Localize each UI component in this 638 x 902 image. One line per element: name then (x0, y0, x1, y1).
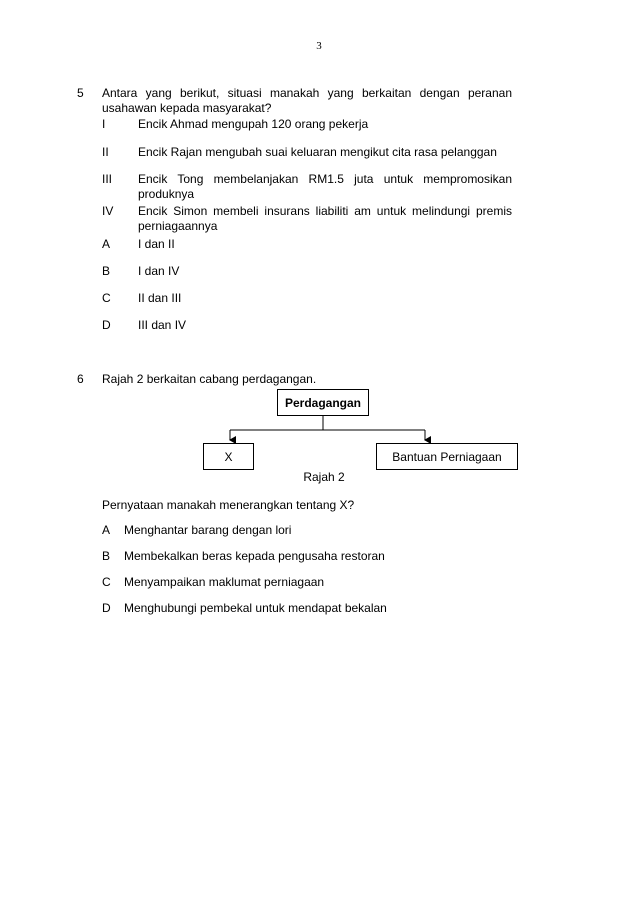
diagram-right-box: Bantuan Perniagaan (376, 443, 518, 470)
q6-option-text: Menghubungi pembekal untuk mendapat bekalan (124, 601, 387, 615)
q6-option-label: A (102, 523, 111, 537)
q6-option-text: Membekalkan beras kepada pengusaha restoran (124, 549, 385, 563)
q5-statement-label: I (102, 117, 106, 131)
diagram-root-box: Perdagangan (277, 389, 369, 416)
q5-option-label: C (102, 291, 111, 305)
q5-option-label: B (102, 264, 111, 278)
question-6-prompt: Pernyataan manakah menerangkan tentang X? (102, 498, 355, 512)
q5-option-text: I dan II (138, 237, 175, 251)
q5-statement-text: Encik Ahmad mengupah 120 orang pekerja (138, 117, 369, 131)
diagram-left-box: X (203, 443, 254, 470)
q5-option-label: D (102, 318, 111, 332)
q5-statement-text: Encik Rajan mengubah suai keluaran mengikut cita rasa pelanggan (138, 145, 497, 159)
q5-option-text: I dan IV (138, 264, 180, 278)
q5-statement-text: Encik Simon membeli insurans liabiliti am untuk melindungi premis perniagaannya (138, 204, 512, 233)
page-number: 3 (316, 40, 322, 52)
q5-statement-text: Encik Tong membelanjakan RM1.5 juta untuk mempromosikan produknya (138, 172, 512, 201)
q5-statement-label: II (102, 145, 109, 159)
question-5-stem: Antara yang berikut, situasi manakah yang berkaitan dengan peranan usahawan kepada masyarakat? (102, 86, 512, 115)
q5-statement-label: III (102, 172, 113, 186)
q5-option-label: A (102, 237, 111, 251)
question-5-number: 5 (77, 86, 84, 100)
q5-option-text: III dan IV (138, 318, 187, 332)
q6-option-label: B (102, 549, 111, 563)
q5-option-text: II dan III (138, 291, 182, 305)
q5-statement-label: IV (102, 204, 114, 218)
q6-option-label: C (102, 575, 111, 589)
q6-option-label: D (102, 601, 111, 615)
question-6-stem: Rajah 2 berkaitan cabang perdagangan. (102, 372, 317, 386)
question-6-number: 6 (77, 372, 84, 386)
q6-option-text: Menghantar barang dengan lori (124, 523, 292, 537)
diagram-caption: Rajah 2 (303, 470, 345, 484)
q6-option-text: Menyampaikan maklumat perniagaan (124, 575, 325, 589)
